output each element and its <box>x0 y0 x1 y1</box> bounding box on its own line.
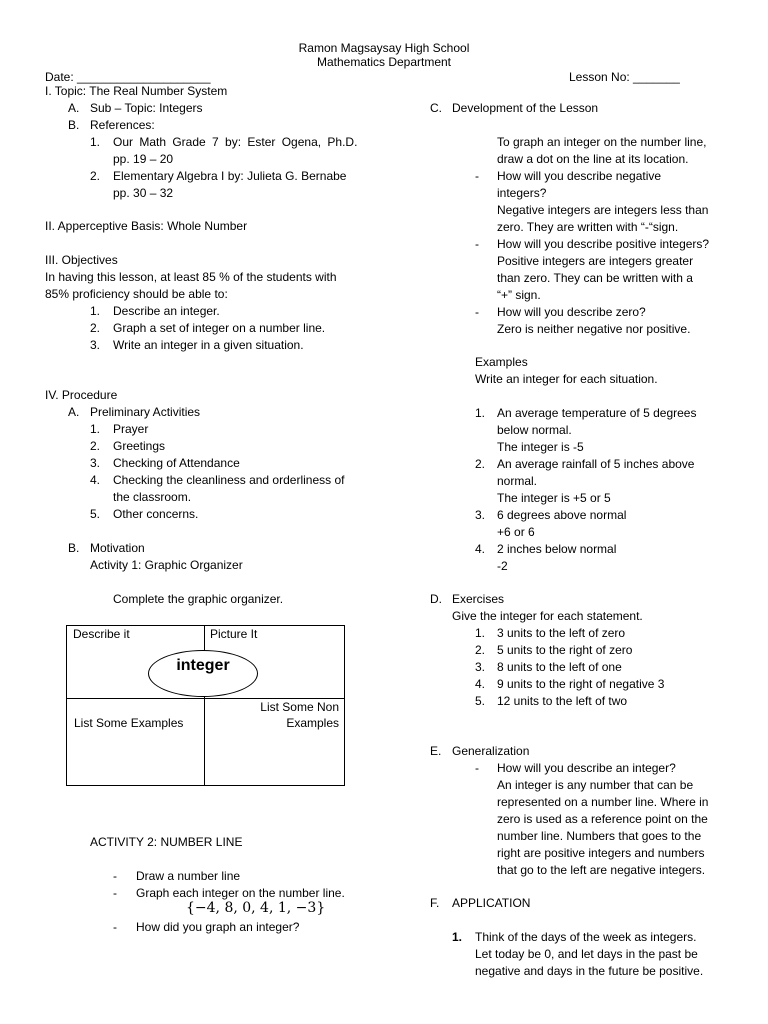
bullet-dash: - <box>113 869 117 883</box>
answer: zero. They are written with “-“sign. <box>497 220 679 234</box>
organizer-nonexamples-label: List Some Non <box>260 700 339 714</box>
list-number: 3. <box>90 456 101 470</box>
bullet-dash: - <box>475 761 479 775</box>
exercises-heading: Exercises <box>452 592 505 606</box>
objective-item: Write an integer in a given situation. <box>113 338 304 352</box>
list-number: 5. <box>90 507 101 521</box>
organizer-nonexamples-label: Examples <box>286 716 339 730</box>
date-field: Date: ____________________ <box>45 70 211 84</box>
school-name: Ramon Magsaysay High School <box>298 41 470 55</box>
activity-item: Checking of Attendance <box>113 456 240 470</box>
example-item: An average rainfall of 5 inches above <box>497 457 695 471</box>
answer: “+” sign. <box>497 288 541 302</box>
exercise-item: 8 units to the left of one <box>497 660 622 674</box>
organizer-center-label: integer <box>176 657 230 674</box>
list-number: 1. <box>90 422 101 436</box>
lesson-number-field: Lesson No: _______ <box>569 70 680 84</box>
application-item: Think of the days of the week as integers. <box>475 930 697 944</box>
example-item: below normal. <box>497 423 572 437</box>
activity-2-item: Draw a number line <box>136 869 241 883</box>
list-number: 3. <box>475 660 486 674</box>
activity-item: Greetings <box>113 439 166 453</box>
department-name: Mathematics Department <box>316 55 452 69</box>
answer: number line. Numbers that goes to the <box>497 829 702 843</box>
examples-heading: Examples <box>475 355 528 369</box>
list-number: 2. <box>90 321 101 335</box>
question: integers? <box>497 186 547 200</box>
list-marker: D. <box>430 592 442 606</box>
list-number: 1. <box>90 304 101 318</box>
answer: right are positive integers and numbers <box>497 846 705 860</box>
activity-item: Prayer <box>113 422 149 436</box>
list-number: 4. <box>475 677 486 691</box>
exercise-item: 9 units to the right of negative 3 <box>497 677 665 691</box>
list-marker: B. <box>68 118 80 132</box>
development-text: draw a dot on the line at its location. <box>497 152 689 166</box>
activity-item: Checking the cleanliness and orderliness of <box>113 473 345 487</box>
list-number: 4. <box>475 542 486 556</box>
bullet-dash: - <box>475 237 479 251</box>
example-item: 6 degrees above normal <box>497 508 627 522</box>
example-answer: The integer is +5 or 5 <box>497 491 611 505</box>
activity-1-title: Activity 1: Graphic Organizer <box>90 558 243 572</box>
topic-heading: I. Topic: The Real Number System <box>45 84 228 98</box>
list-number: 2. <box>475 457 486 471</box>
apperceptive-basis: II. Apperceptive Basis: Whole Number <box>45 219 248 233</box>
list-marker: E. <box>430 744 442 758</box>
list-number: 1. <box>475 406 486 420</box>
objective-item: Describe an integer. <box>113 304 220 318</box>
question: How will you describe positive integers? <box>497 237 710 251</box>
example-answer: -2 <box>497 559 508 573</box>
integer-set: {−4, 8, 0, 4, 1, −3} <box>186 900 326 916</box>
exercise-item: 5 units to the right of zero <box>497 643 633 657</box>
exercise-item: 3 units to the left of zero <box>497 626 626 640</box>
examples-intro: Write an integer for each situation. <box>475 372 658 386</box>
activity-2-item: How did you graph an integer? <box>136 920 300 934</box>
generalization-heading: Generalization <box>452 744 530 758</box>
objectives-intro: 85% proficiency should be able to: <box>45 287 228 301</box>
question: How will you describe zero? <box>497 305 646 319</box>
development-heading: Development of the Lesson <box>452 101 599 115</box>
objectives-intro: In having this lesson, at least 85 % of the students with <box>45 270 337 284</box>
subtopic: Sub – Topic: Integers <box>90 101 203 115</box>
answer: Positive integers are integers greater <box>497 254 694 268</box>
reference-1-pages: pp. 19 – 20 <box>113 152 174 166</box>
answer: zero is used as a reference point on the <box>497 812 708 826</box>
list-number: 1. <box>90 135 101 149</box>
answer: represented on a number line. Where in <box>497 795 709 809</box>
bullet-dash: - <box>475 169 479 183</box>
list-marker: C. <box>430 101 442 115</box>
list-number: 2. <box>90 169 101 183</box>
exercise-item: 12 units to the left of two <box>497 694 628 708</box>
graphic-organizer-instruction: Complete the graphic organizer. <box>113 592 284 606</box>
answer: that go to the left are negative integers. <box>497 863 706 877</box>
exercises-intro: Give the integer for each statement. <box>452 609 643 623</box>
list-number: 4. <box>90 473 101 487</box>
bullet-dash: - <box>113 920 117 934</box>
list-number: 2. <box>90 439 101 453</box>
list-number: 3. <box>475 508 486 522</box>
organizer-describe-label: Describe it <box>73 627 130 641</box>
example-item: 2 inches below normal <box>497 542 617 556</box>
question: How will you describe an integer? <box>497 761 676 775</box>
application-item: negative and days in the future be positive. <box>475 964 704 978</box>
preliminary-activities: Preliminary Activities <box>90 405 201 419</box>
application-item: Let today be 0, and let days in the past be <box>475 947 698 961</box>
answer: Zero is neither negative nor positive. <box>497 322 691 336</box>
list-number: 1. <box>475 626 486 640</box>
list-number: 5. <box>475 694 486 708</box>
organizer-examples-label: List Some Examples <box>74 716 184 730</box>
procedure-heading: IV. Procedure <box>45 388 118 402</box>
development-text: To graph an integer on the number line, <box>497 135 707 149</box>
list-number: 1. <box>452 930 463 944</box>
list-marker: F. <box>430 896 440 910</box>
references-heading: References: <box>90 118 155 132</box>
reference-1: Our Math Grade 7 by: Ester Ogena, Ph.D. <box>113 135 358 149</box>
list-marker: B. <box>68 541 80 555</box>
organizer-picture-label: Picture It <box>210 627 258 641</box>
reference-2: Elementary Algebra I by: Julieta G. Bernabe <box>113 169 347 183</box>
motivation-heading: Motivation <box>90 541 145 555</box>
activity-2-item: Graph each integer on the number line. <box>136 886 345 900</box>
list-marker: A. <box>68 405 80 419</box>
objectives-heading: III. Objectives <box>45 253 118 267</box>
activity-2-title: ACTIVITY 2: NUMBER LINE <box>90 835 243 849</box>
reference-2-pages: pp. 30 – 32 <box>113 186 174 200</box>
example-item: normal. <box>497 474 538 488</box>
example-answer: The integer is -5 <box>497 440 584 454</box>
answer: Negative integers are integers less than <box>497 203 709 217</box>
activity-item: the classroom. <box>113 490 192 504</box>
application-heading: APPLICATION <box>452 896 531 910</box>
activity-item: Other concerns. <box>113 507 199 521</box>
bullet-dash: - <box>475 305 479 319</box>
list-marker: A. <box>68 101 80 115</box>
list-number: 3. <box>90 338 101 352</box>
objective-item: Graph a set of integer on a number line. <box>113 321 326 335</box>
organizer-divider-horizontal <box>66 698 345 699</box>
question: How will you describe negative <box>497 169 662 183</box>
example-answer: +6 or 6 <box>497 525 535 539</box>
list-number: 2. <box>475 643 486 657</box>
example-item: An average temperature of 5 degrees <box>497 406 697 420</box>
answer: than zero. They can be written with a <box>497 271 693 285</box>
bullet-dash: - <box>113 886 117 900</box>
answer: An integer is any number that can be <box>497 778 694 792</box>
